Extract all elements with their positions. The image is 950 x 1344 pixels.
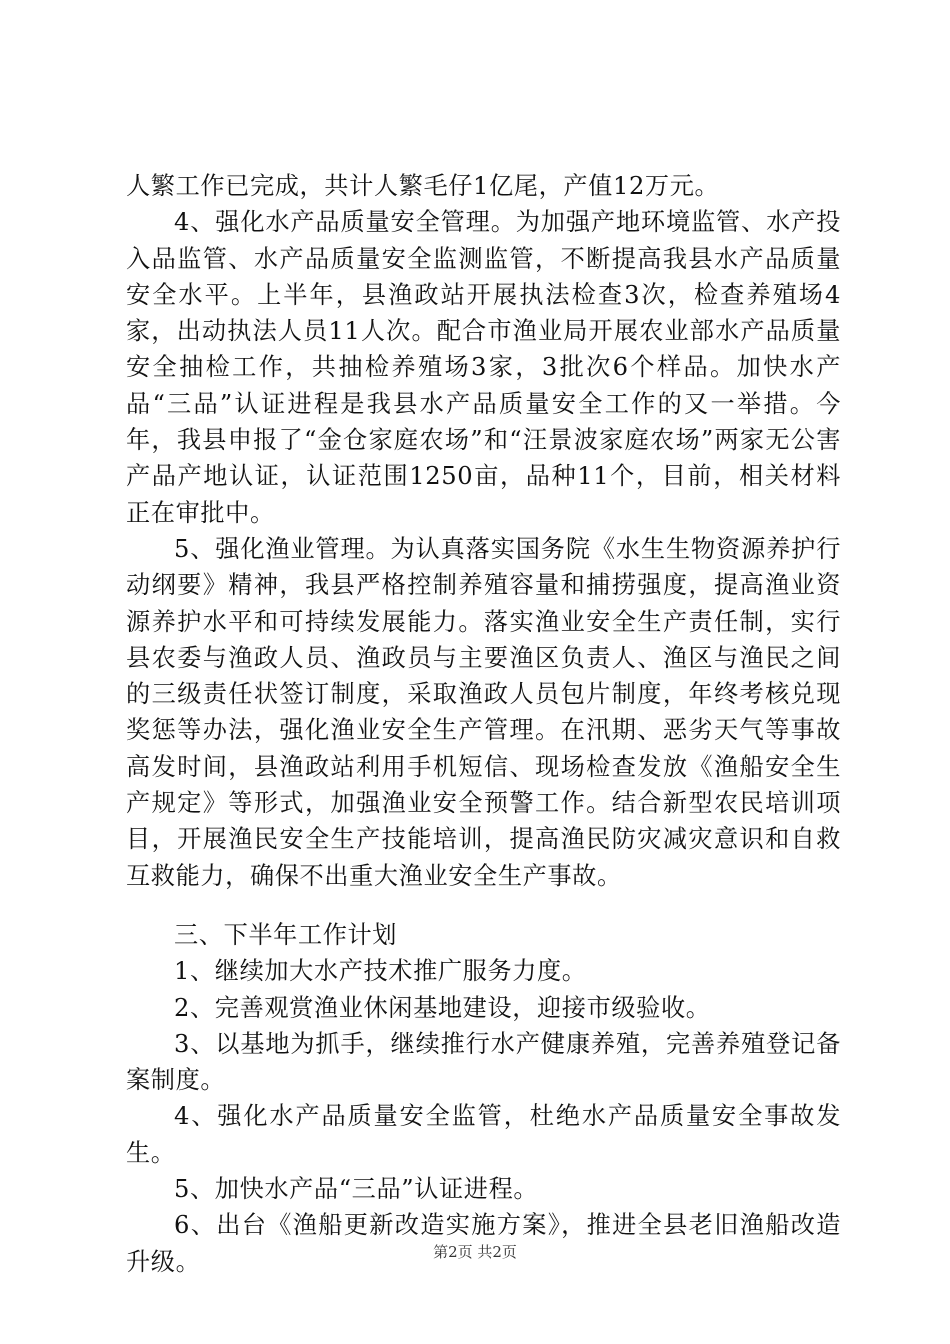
section-spacer — [126, 894, 841, 917]
plan-item: 6、出台《渔船更新改造实施方案》，推进全县老旧渔船改造升级。 — [126, 1211, 841, 1276]
plan-item: 3、以基地为抓手，继续推行水产健康养殖，完善养殖登记备案制度。 — [126, 1029, 841, 1095]
plan-item: 1、继续加大水产技术推广服务力度。 — [174, 957, 587, 986]
paragraph-fishery-management: 5、强化渔业管理。为认真落实国务院《水生生物资源养护行动纲要》精神，我县严格控制养殖容量和捕捞强度，提高渔业资源养护水平和可持续发展能力。落实渔业安全生产责任制，实行县农委与渔政人员、渔政员与主要渔区负责人、渔区与渔民之间的三级责任状签订制度，采取渔政人员包片制度，年终考核兑现奖惩等办法，强化渔业安全生产管理。在汛期、恶劣天气等事故高发时间，县渔政站利用手机短信、现场检查发放《渔船安全生产规定》等形式，加强渔业安全预警工作。结合新型农民培训项目，开展渔民安全生产技能培训，提高渔民防灾减灾意识和自救互救能力，确保不出重大渔业安全生产事故。 — [126, 534, 841, 890]
paragraph-continuation: 人繁工作已完成，共计人繁毛仔1亿尾，产值12万元。 — [126, 172, 720, 200]
paragraph-quality-safety: 4、强化水产品质量安全管理。为加强产地环境监管、水产投入品监管、水产品质量安全监测监管，不断提高我县水产品质量安全水平。上半年，县渔政站开展执法检查3次，检查养殖场4家，出动执法人员11人次。配合市渔业局开展农业部水产品质量安全抽检工作，共抽检养殖场3家，3批次6个样品。加快水产品“三品”认证进程是我县水产品质量安全工作的又一举措。今年，我县申报了“金仓家庭农场”和“汪景波家庭农场”两家无公害产品产地认证，认证范围1250亩，品种11个，目前，相关材料正在审批中。 — [126, 208, 841, 527]
plan-item: 2、完善观赏渔业休闲基地建设，迎接市级验收。 — [174, 993, 711, 1022]
document-body — [126, 168, 841, 1280]
plan-item: 4、强化水产品质量安全监管，杜绝水产品质量安全事故发生。 — [126, 1102, 841, 1167]
section-heading-plan: 三、下半年工作计划 — [174, 920, 398, 949]
page-footer: 第2页 共2页 — [433, 1243, 517, 1261]
plan-item: 5、加快水产品“三品”认证进程。 — [174, 1175, 539, 1204]
